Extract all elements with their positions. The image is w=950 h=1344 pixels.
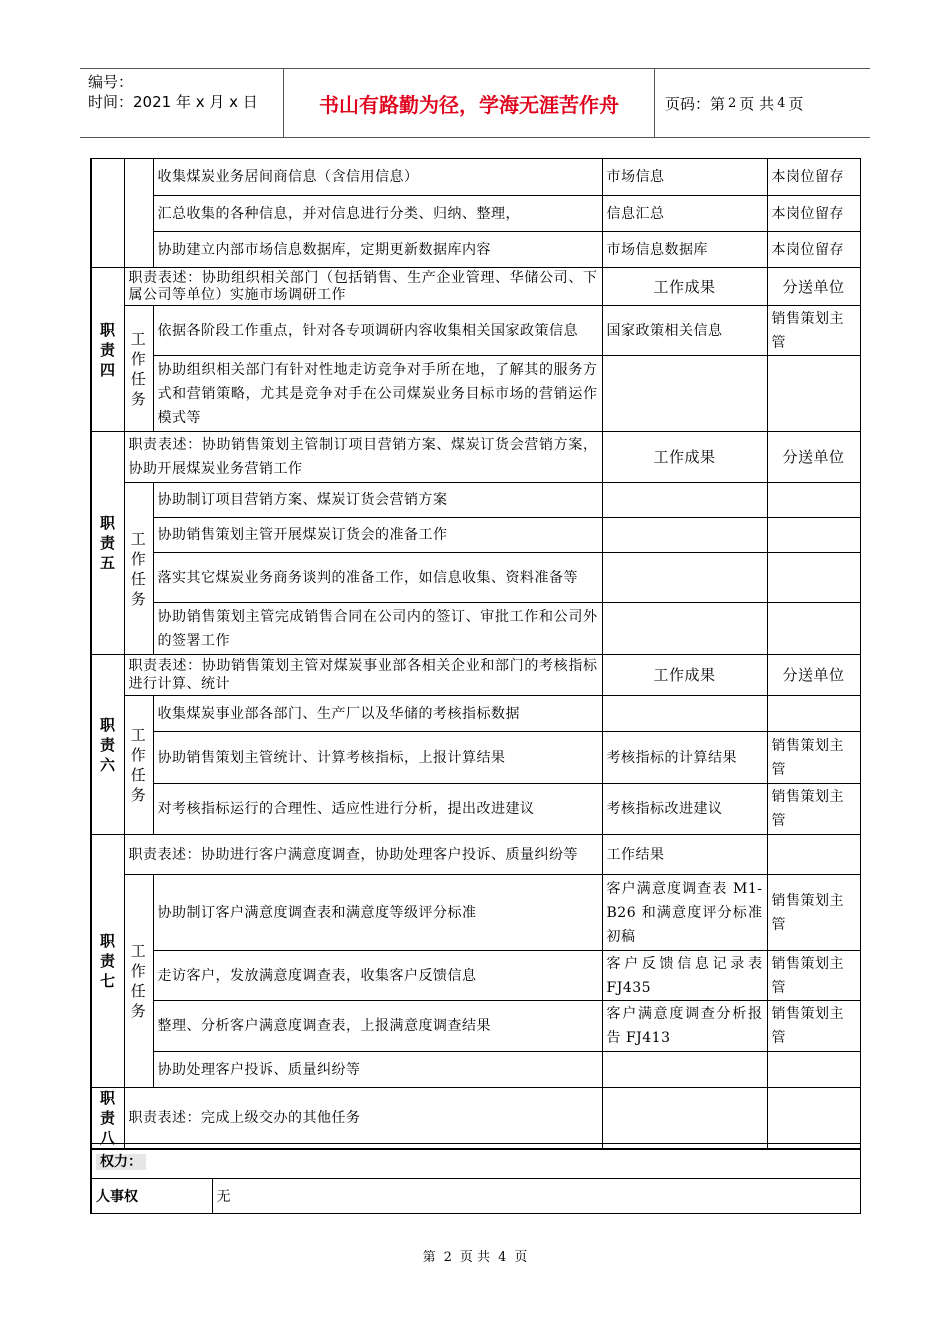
page-header (80, 68, 870, 138)
dest-cell: 销售策划主管 (767, 1001, 860, 1052)
task-cell: 协助组织相关部门有针对性地走访竞争对手所在地，了解其的服务方式和营销策略，尤其是竞争对手在公司煤炭业务目标市场的营销运作模式等 (153, 356, 602, 432)
task-cell: 协助制订客户满意度调查表和满意度等级评分标准 (153, 875, 602, 951)
hr-right-value: 无 (212, 1179, 860, 1214)
result-cell: 市场信息数据库 (602, 232, 767, 268)
result-cell (602, 1052, 767, 1088)
duty-description: 职责表述：协助组织相关部门（包括销售、生产企业管理、华储公司、下属公司等单位）实施市场调研工作 (124, 268, 602, 306)
work-task-label: 工作任务 (124, 875, 153, 1088)
rights-title: 权力： (96, 1154, 146, 1170)
task-cell: 收集煤炭业务居间商信息（含信用信息） (153, 159, 602, 196)
table-row (91, 432, 860, 483)
rights-title-row (91, 1144, 860, 1179)
duty-label: 职责五 (91, 432, 124, 655)
table-row (91, 232, 860, 268)
table-row (91, 1179, 860, 1214)
footer-middle: 页 共 (459, 1250, 491, 1265)
page-total: 4 (777, 95, 786, 111)
table-row (91, 951, 860, 1001)
work-result-header: 工作成果 (602, 432, 767, 483)
page-footer (0, 1246, 950, 1265)
table-row (91, 784, 860, 835)
footer-prefix: 第 (422, 1250, 436, 1265)
table-row (91, 835, 860, 875)
dest-cell: 本岗位留存 (767, 232, 860, 268)
page-prefix: 页码：第 (665, 94, 726, 113)
result-cell: 考核指标改进建议 (602, 784, 767, 835)
dest-cell (767, 356, 860, 432)
work-result-header: 工作成果 (602, 655, 767, 696)
footer-total: 4 (498, 1250, 507, 1265)
result-cell (602, 1088, 767, 1150)
result-cell: 市场信息 (602, 159, 767, 196)
dest-unit-header: 分送单位 (767, 655, 860, 696)
result-cell: 客户反馈信息记录表 FJ435 (602, 951, 767, 1001)
dest-unit-header: 分送单位 (767, 432, 860, 483)
table-row (91, 306, 860, 356)
duty-description: 职责表述：协助进行客户满意度调查，协助处理客户投诉、质量纠纷等 (124, 835, 602, 875)
dest-cell (767, 553, 860, 603)
duty-label: 职责四 (91, 268, 124, 432)
dest-cell: 销售策划主管 (767, 875, 860, 951)
duty-label: 职责七 (91, 835, 124, 1088)
hr-right-label: 人事权 (91, 1179, 212, 1214)
table-row (91, 1088, 860, 1150)
table-row (91, 732, 860, 784)
result-cell (602, 603, 767, 655)
table-row (91, 268, 860, 306)
duty-label: 职责六 (91, 655, 124, 835)
table-row (91, 696, 860, 732)
task-cell: 协助销售策划主管完成销售合同在公司内的签订、审批工作和公司外的签署工作 (153, 603, 602, 655)
duty-label-cont (91, 159, 124, 268)
work-result-header: 工作成果 (602, 268, 767, 306)
dest-cell: 销售策划主管 (767, 306, 860, 356)
dest-unit-header: 分送单位 (767, 268, 860, 306)
task-cell: 落实其它煤炭业务商务谈判的准备工作，如信息收集、资料准备等 (153, 553, 602, 603)
dest-cell: 销售策划主管 (767, 784, 860, 835)
dest-cell: 本岗位留存 (767, 159, 860, 196)
table-row (91, 159, 860, 196)
table-row (91, 196, 860, 232)
dest-cell (767, 696, 860, 732)
dest-cell: 本岗位留存 (767, 196, 860, 232)
work-task-label: 工作任务 (124, 483, 153, 655)
result-cell (602, 518, 767, 553)
task-cell: 协助销售策划主管统计、计算考核指标，上报计算结果 (153, 732, 602, 784)
header-motto: 书山有路勤为径，学海无涯苦作舟 (283, 69, 655, 137)
result-cell: 客户满意度调查表 M1-B26 和满意度评分标准初稿 (602, 875, 767, 951)
dest-cell (767, 518, 860, 553)
rights-table (90, 1143, 861, 1214)
result-cell (602, 356, 767, 432)
table-row (91, 875, 860, 951)
duties-table (90, 158, 861, 1150)
table-row (91, 518, 860, 553)
work-result-header: 工作结果 (602, 835, 767, 875)
task-cell: 走访客户，发放满意度调查表，收集客户反馈信息 (153, 951, 602, 1001)
result-cell (602, 483, 767, 518)
duty-description: 职责表述：协助销售策划主管制订项目营销方案、煤炭订货会营销方案，协助开展煤炭业务营销工作 (124, 432, 602, 483)
page-current: 2 (728, 95, 737, 111)
table-row (91, 1001, 860, 1052)
page-suffix: 页 (788, 94, 804, 113)
table-row (91, 483, 860, 518)
task-cell: 整理、分析客户满意度调查表，上报满意度调查结果 (153, 1001, 602, 1052)
task-cell: 对考核指标运行的合理性、适应性进行分析，提出改进建议 (153, 784, 602, 835)
result-cell: 国家政策相关信息 (602, 306, 767, 356)
task-cell: 协助销售策划主管开展煤炭订货会的准备工作 (153, 518, 602, 553)
duty-description: 职责表述：协助销售策划主管对煤炭事业部各相关企业和部门的考核指标进行计算、统计 (124, 655, 602, 696)
task-cell: 协助建立内部市场信息数据库，定期更新数据库内容 (153, 232, 602, 268)
header-page-info (655, 69, 870, 137)
task-cell: 协助制订项目营销方案、煤炭订货会营销方案 (153, 483, 602, 518)
table-row (91, 553, 860, 603)
page-middle: 页 共 (739, 94, 775, 113)
dest-cell: 销售策划主管 (767, 951, 860, 1001)
duty-description: 职责表述：完成上级交办的其他任务 (124, 1088, 602, 1150)
table-row (91, 356, 860, 432)
work-task-label: 工作任务 (124, 306, 153, 432)
duty-label: 职责八 (91, 1088, 124, 1150)
result-cell (602, 696, 767, 732)
time-label: 时间：2021 年 x 月 x 日 (88, 93, 258, 111)
footer-suffix: 页 (514, 1250, 528, 1265)
dest-cell (767, 1088, 860, 1150)
result-cell: 客户满意度调查分析报告 FJ413 (602, 1001, 767, 1052)
result-cell: 考核指标的计算结果 (602, 732, 767, 784)
dest-cell (767, 483, 860, 518)
result-cell (602, 553, 767, 603)
table-row (91, 655, 860, 696)
task-label-cont (124, 159, 153, 268)
dest-cell (767, 1052, 860, 1088)
dest-cell: 销售策划主管 (767, 732, 860, 784)
table-row (91, 603, 860, 655)
footer-current: 2 (443, 1250, 452, 1265)
task-cell: 协助处理客户投诉、质量纠纷等 (153, 1052, 602, 1088)
number-label: 编号： (88, 73, 134, 91)
header-meta (80, 69, 283, 137)
dest-cell (767, 603, 860, 655)
dest-unit-header-empty (767, 835, 860, 875)
task-cell: 汇总收集的各种信息，并对信息进行分类、归纳、整理， (153, 196, 602, 232)
result-cell: 信息汇总 (602, 196, 767, 232)
task-cell: 收集煤炭事业部各部门、生产厂以及华储的考核指标数据 (153, 696, 602, 732)
task-cell: 依据各阶段工作重点，针对各专项调研内容收集相关国家政策信息 (153, 306, 602, 356)
table-row (91, 1052, 860, 1088)
work-task-label: 工作任务 (124, 696, 153, 835)
